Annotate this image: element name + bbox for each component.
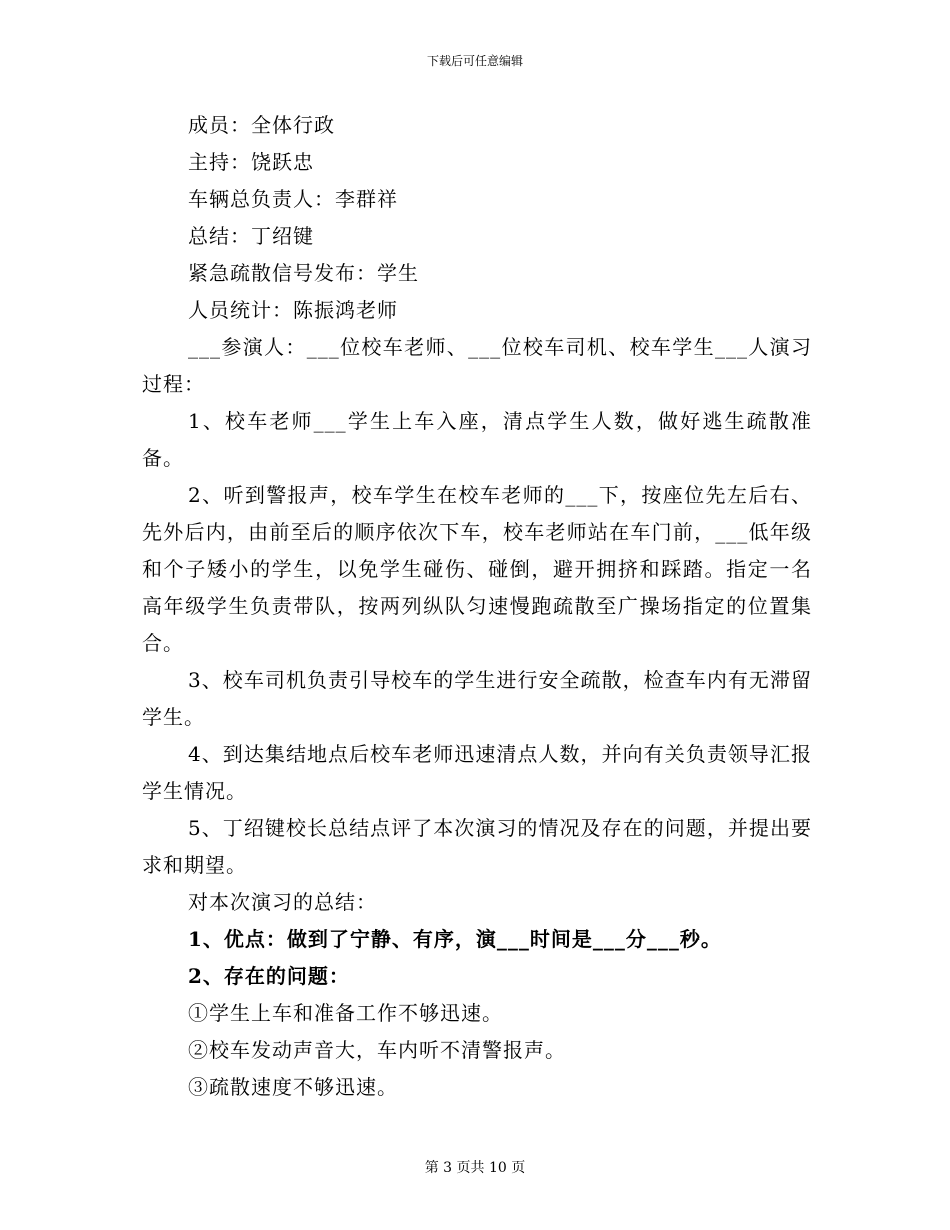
role-host: 主持：饶跃忠 bbox=[188, 150, 314, 174]
role-summary: 总结：丁绍键 bbox=[188, 224, 314, 248]
participants-paragraph: ___参演人：___位校车老师、___位校车司机、校车学生___人演习过程： bbox=[142, 335, 812, 396]
step-1-paragraph: 1、校车老师___学生上车入座，清点学生人数，做好逃生疏散准备。 bbox=[142, 409, 812, 470]
role-members: 成员：全体行政 bbox=[188, 113, 335, 137]
document-body bbox=[142, 107, 812, 1106]
step-2-paragraph: 2、听到警报声，校车学生在校车老师的___下，按座位先左后右、先外后内，由前至后的顺序依次下车，校车老师站在车门前，___低年级和个子矮小的学生，以免学生碰伤、碰倒，避开拥挤和踩踏。指定一名高年级学生负责带队，按两列纵队匀速慢跑疏散至广操场指定的位置集合。 bbox=[142, 483, 812, 655]
role-vehicle-lead: 车辆总负责人：李群祥 bbox=[188, 187, 398, 211]
step-5-paragraph: 5、丁绍键校长总结点评了本次演习的情况及存在的问题，并提出要求和期望。 bbox=[142, 816, 812, 877]
problem-item: ①学生上车和准备工作不够迅速。 bbox=[188, 1001, 503, 1025]
summary-problems-heading: 2、存在的问题： bbox=[188, 964, 350, 988]
role-statistics: 人员统计：陈振鸿老师 bbox=[188, 298, 398, 322]
summary-heading: 对本次演习的总结： bbox=[188, 890, 377, 914]
page-header: 下载后可任意编辑 bbox=[426, 54, 523, 68]
step-4-paragraph: 4、到达集结地点后校车老师迅速清点人数，并向有关负责领导汇报学生情况。 bbox=[142, 742, 812, 803]
summary-advantages: 1、优点：做到了宁静、有序，演___时间是___分___秒。 bbox=[188, 927, 722, 951]
problem-item: ②校车发动声音大，车内听不清警报声。 bbox=[188, 1038, 566, 1062]
role-signal: 紧急疏散信号发布：学生 bbox=[188, 261, 419, 285]
step-3-paragraph: 3、校车司机负责引导校车的学生进行安全疏散，检查车内有无滞留学生。 bbox=[142, 668, 812, 729]
page-footer: 第 3 页共 10 页 bbox=[424, 1160, 526, 1176]
problem-item: ③疏散速度不够迅速。 bbox=[188, 1075, 398, 1099]
